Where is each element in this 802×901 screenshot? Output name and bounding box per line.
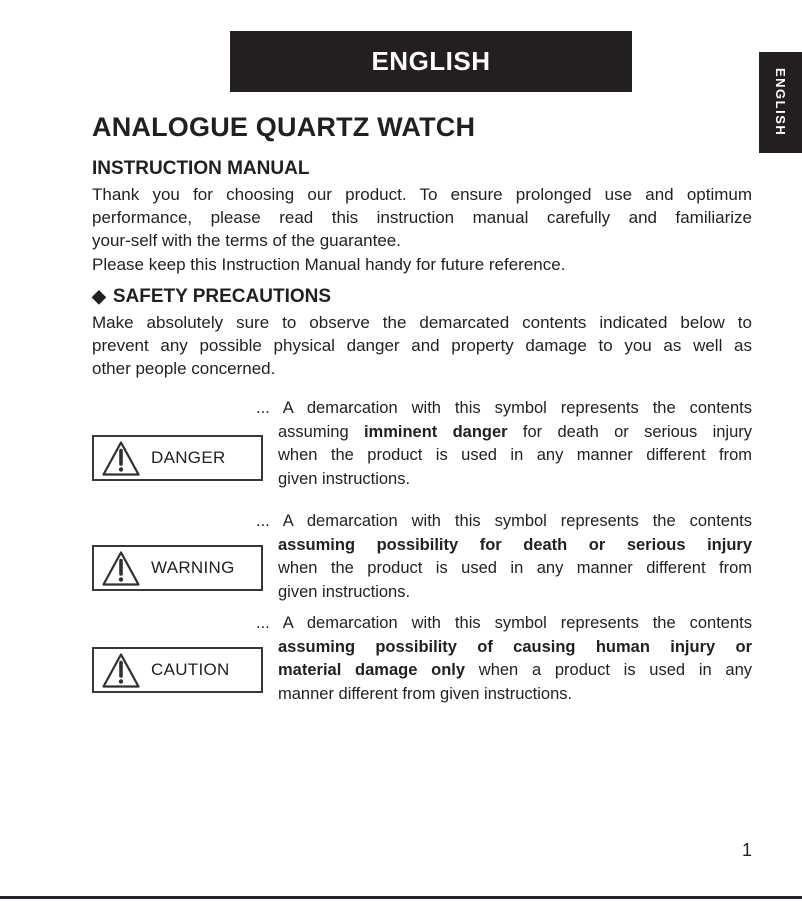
text-segment: when a product is used in any <box>465 661 753 679</box>
caution-sign-label: CAUTION <box>151 660 230 679</box>
intro-paragraph <box>92 183 752 252</box>
text-line: manner different from given instructions. <box>278 684 573 703</box>
text-line <box>278 636 752 660</box>
danger-sign-box <box>92 435 263 481</box>
footer-rule <box>0 896 802 899</box>
caution-description <box>256 612 753 706</box>
text-line <box>278 534 752 558</box>
language-banner <box>230 31 632 92</box>
page-number: 1 <box>741 840 752 860</box>
danger-description <box>256 397 753 491</box>
language-banner-label: ENGLISH <box>371 46 491 76</box>
warning-description <box>256 510 752 604</box>
safety-paragraph <box>92 311 752 380</box>
text-line: ... A demarcation with this symbol represents the contents <box>256 399 752 417</box>
diamond-icon: ◆ <box>92 286 106 306</box>
text-line: your-self with the terms of the guarantee. <box>92 231 401 250</box>
text-line: Thank you for choosing our product. To ensure prolonged use and optimum <box>92 185 752 204</box>
caution-sign-box <box>92 647 263 693</box>
text-line: when the product is used in any manner different from <box>278 559 752 577</box>
page-title: ANALOGUE QUARTZ WATCH <box>92 112 476 142</box>
text-segment-bold: assuming possibility for death or serious injury <box>278 535 752 554</box>
danger-sign-label: DANGER <box>151 448 226 467</box>
warning-sign-box <box>92 545 263 591</box>
text-segment: for death or serious injury <box>507 422 753 441</box>
text-line: prevent any possible physical danger and property damage to you as well as <box>92 336 752 355</box>
instruction-manual-heading: INSTRUCTION MANUAL <box>92 158 310 179</box>
keep-manual-paragraph <box>92 253 752 276</box>
warning-triangle-icon <box>101 652 141 689</box>
safety-precautions-heading-label: SAFETY PRECAUTIONS <box>112 286 332 307</box>
text-line: performance, please read this instruction manual carefully and familiarize <box>92 208 752 227</box>
text-line <box>278 659 752 683</box>
text-segment-bold: assuming possibility of causing human injury or <box>278 637 752 656</box>
text-line: other people concerned. <box>92 359 276 378</box>
warning-sign-label: WARNING <box>151 558 235 577</box>
warning-triangle-icon <box>101 550 141 587</box>
text-line <box>278 421 752 445</box>
text-segment-bold: imminent danger <box>363 422 508 441</box>
safety-precautions-heading <box>92 286 331 308</box>
text-line: Please keep this Instruction Manual handy for future reference. <box>92 255 566 274</box>
language-side-tab <box>759 52 802 153</box>
text-line: given instructions. <box>278 469 411 488</box>
text-segment-bold: material damage only <box>278 661 466 679</box>
text-segment: assuming <box>278 422 364 441</box>
text-line: Make absolutely sure to observe the demarcated contents indicated below to <box>92 313 752 332</box>
text-line: given instructions. <box>278 582 411 601</box>
warning-triangle-icon <box>101 440 141 477</box>
language-side-tab-label: ENGLISH <box>773 68 788 137</box>
text-line: ... A demarcation with this symbol represents the contents <box>256 614 752 632</box>
text-line: ... A demarcation with this symbol represents the contents <box>256 512 752 530</box>
text-line: when the product is used in any manner different from <box>278 446 752 464</box>
